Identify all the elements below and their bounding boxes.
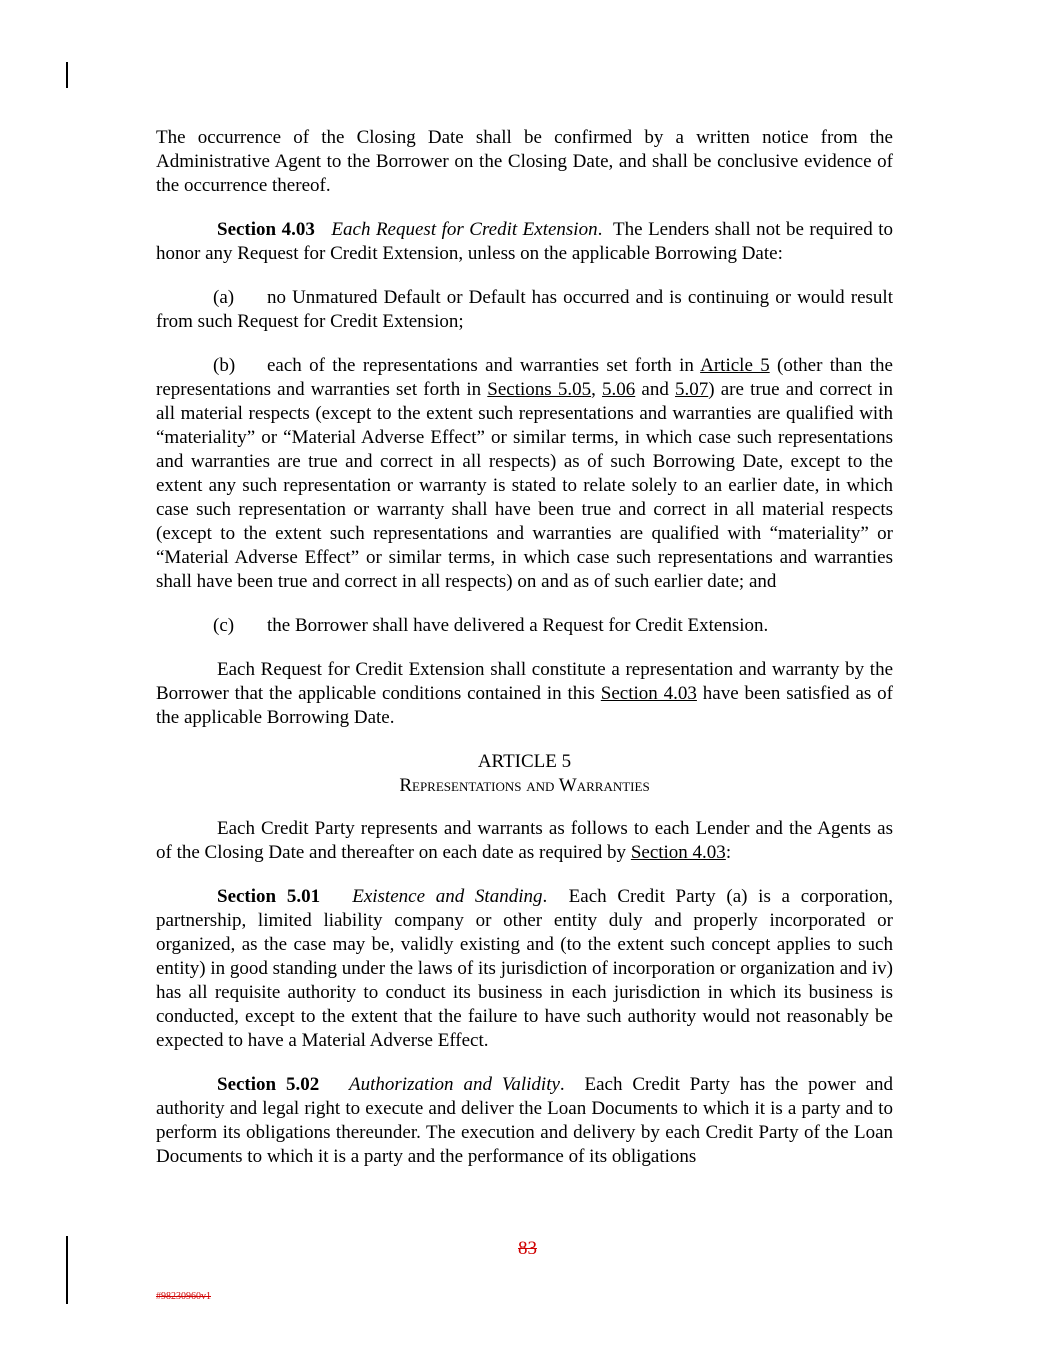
section-body: Each Credit Party (a) is a corporation, partnership, limited liability company or other entity duly and properly incorporated or organized, as the case may be, validly existing and (to the extent such concept applies to such entity) in good standing under the laws of its jurisdiction of incorporation or organization and iv) has all requisite authority to conduct its business in each jurisdiction in which its business is conducted, except to the extent that the failure to have such authority would not reasonably be expected to have a Material Adverse Effect.: [156, 886, 894, 1051]
section-label: Section 5.01: [217, 886, 321, 907]
article-5-link[interactable]: Article 5: [700, 355, 770, 376]
section-title: Each Request for Credit Extension: [331, 219, 598, 240]
credit-party-paragraph: Each Credit Party represents and warrants as follows to each Lender and the Agents as of the Closing Date and thereafter on each date as required by Section 4.03:: [156, 818, 893, 863]
condition-b: (b) each of the representations and warranties set forth in Article 5 (other than the representations and warranties set forth in Sections 5.05, 5.06 and 5.07) are true and correct in all material respects (except to the extent such representations and warranties are qualified with “materiality” or “Material Adverse Effect” or similar terms, in which case such representations and warranties are true and correct in all respects) as of such Borrowing Date, except to the extent any such representation or warranty is stated to relate solely to an earlier date, in which case such representation or warranty shall have been true and correct in all material respects (except to the extent such representations and warranties are qualified with “materiality” or “Material Adverse Effect” or similar terms, in which case such representations and warranties shall have been true and correct in all respects) on and as of such earlier date; and: [156, 355, 894, 592]
section-4-03-link[interactable]: Section 4.03: [630, 842, 726, 863]
article-subheading: Representations and Warranties: [399, 775, 650, 796]
article-heading: ARTICLE 5: [477, 751, 572, 772]
section-4-03: Section 4.03 Each Request for Credit Extension. The Lenders shall not be required to honor any Request for Credit Extension, unless on the applicable Borrowing Date:: [156, 219, 893, 264]
section-5-07-link[interactable]: 5.07: [675, 379, 709, 400]
document-body: [156, 126, 893, 1189]
request-representation-paragraph: Each Request for Credit Extension shall constitute a representation and warranty by the Borrower that the applicable conditions contained in this Section 4.03 have been satisfied as of the applicable Borrowing Date.: [156, 659, 893, 728]
condition-a: (a) no Unmatured Default or Default has occurred and is continuing or would result from such Request for Credit Extension;: [156, 287, 893, 332]
document-id: #98230960v1: [156, 1291, 211, 1302]
section-5-06-link[interactable]: 5.06: [602, 379, 636, 400]
sections-5-05-link[interactable]: Sections 5.05: [487, 379, 592, 400]
section-label: Section 4.03: [217, 219, 315, 240]
section-label: Section 5.02: [217, 1074, 320, 1095]
page-number: 83: [518, 1238, 537, 1259]
closing-date-paragraph: The occurrence of the Closing Date shall be confirmed by a written notice from the Administrative Agent to the Borrower on the Closing Date, and shall be conclusive evidence of the occurrence thereof.: [156, 127, 893, 196]
section-body: The Lenders shall not be required to honor any Request for Credit Extension, unless on the applicable Borrowing Date:: [156, 219, 893, 264]
section-5-02: Section 5.02 Authorization and Validity. Each Credit Party has the power and authority and legal right to execute and deliver the Loan Documents to which it is a party and to perform its obligations thereunder. The execution and delivery by each Credit Party of the Loan Documents to which it is a party and the performance of its obligations: [156, 1074, 894, 1167]
section-5-01: Section 5.01 Existence and Standing. Each Credit Party (a) is a corporation, partnership, limited liability company or other entity duly and properly incorporated or organized, as the case may be, validly existing and (to the extent such concept applies to such entity) in good standing under the laws of its jurisdiction of incorporation or organization and iv) has all requisite authority to conduct its business in each jurisdiction in which its business is conducted, except to the extent that the failure to have such authority would not reasonably be expected to have a Material Adverse Effect.: [156, 886, 894, 1051]
section-title: Existence and Standing: [352, 886, 543, 907]
condition-c: (c) the Borrower shall have delivered a Request for Credit Extension.: [213, 615, 769, 636]
section-4-03-link[interactable]: Section 4.03: [600, 683, 697, 704]
section-title: Authorization and Validity: [349, 1074, 560, 1095]
section-body: Each Credit Party has the power and authority and legal right to execute and deliver the Loan Documents to which it is a party and to perform its obligations thereunder. The execution and delivery by each Credit Party of the Loan Documents to which it is a party and the performance of its obligations: [156, 1074, 894, 1167]
change-bar-top: [66, 62, 68, 88]
